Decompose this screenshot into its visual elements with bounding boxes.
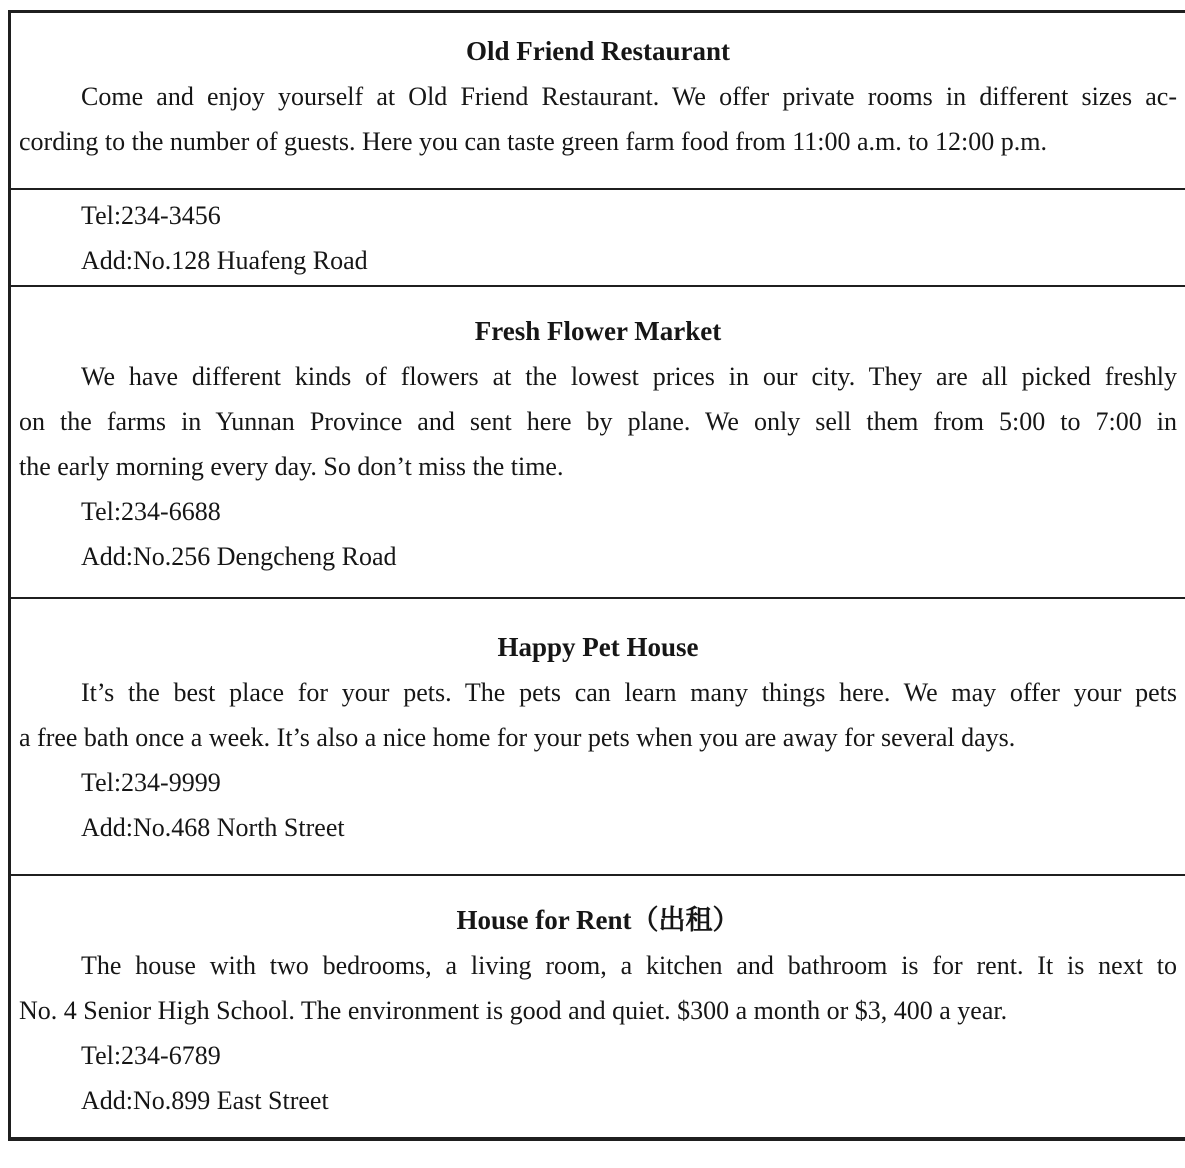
tel-line: Tel:234-6688 [81,497,221,526]
add-line: Add:No.899 East Street [81,1086,329,1115]
add-line: Add:No.468 North Street [81,813,345,842]
body-line: cording to the number of guests. Here you can taste green farm food from 11:00 a.m. to 12:00 p.m. [19,127,1047,156]
body-line: We have different kinds of flowers at the lowest prices in our city. They are all picked freshly [81,362,1177,391]
tel-line: Tel:234-9999 [81,768,221,797]
section-house-for-rent [11,876,1185,1137]
add-line: Add:No.128 Huafeng Road [81,246,368,275]
body-line: a free bath once a week. It’s also a nice home for your pets when you are away for several days. [19,723,1016,752]
section-title-fresh-flower-market: Fresh Flower Market [474,316,722,346]
body-line: No. 4 Senior High School. The environment is good and quiet. $300 a month or $3, 400 a year. [19,996,1008,1025]
section-fresh-flower-market [11,287,1185,599]
section-happy-pet-house [11,599,1185,876]
section-title-house-for-rent: House for Rent（出租） [456,905,740,935]
body-line: Come and enjoy yourself at Old Friend Restaurant. We offer private rooms in different sizes ac- [81,82,1177,111]
classified-ads-board [8,10,1185,1141]
section-old-friend-restaurant-contact [11,190,1185,287]
tel-line: Tel:234-3456 [81,201,221,230]
section-title-old-friend-restaurant: Old Friend Restaurant [465,36,730,66]
body-line: the early morning every day. So don’t miss the time. [19,452,564,481]
tel-line: Tel:234-6789 [81,1041,221,1070]
add-line: Add:No.256 Dengcheng Road [81,542,397,571]
body-line: on the farms in Yunnan Province and sent here by plane. We only sell them from 5:00 to 7:00 in [19,407,1177,436]
body-line: The house with two bedrooms, a living room, a kitchen and bathroom is for rent. It is next to [81,951,1177,980]
section-old-friend-restaurant-intro [11,13,1185,190]
body-line: It’s the best place for your pets. The pets can learn many things here. We may offer your pets [81,678,1177,707]
section-title-happy-pet-house: Happy Pet House [497,632,699,662]
